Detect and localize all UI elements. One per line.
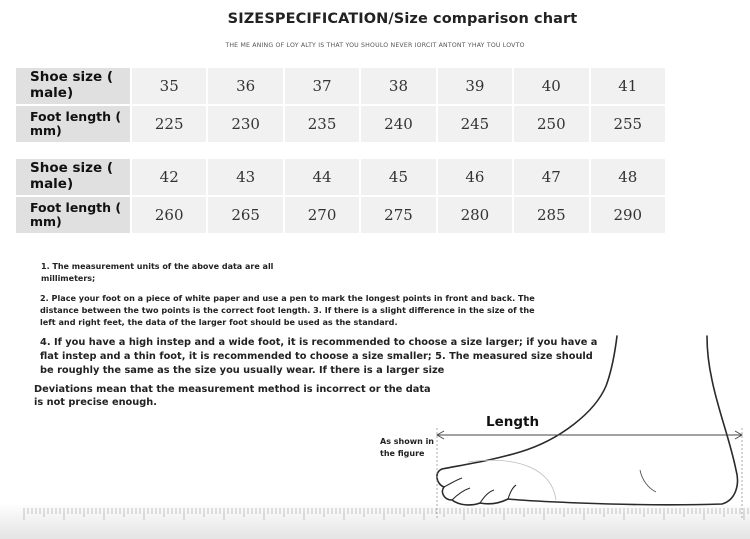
as-shown-label: As shown in the figure <box>380 437 434 458</box>
foot-length-cell: 285 <box>514 197 588 233</box>
shoe-size-cell: 47 <box>514 159 588 195</box>
foot-length-cell: 280 <box>438 197 512 233</box>
page-title: SIZESPECIFICATION/Size comparison chart <box>227 11 578 27</box>
shoe-size-cell: 48 <box>591 159 665 195</box>
note-units: 1. The measurement units of the above data are all millimeters; <box>41 262 274 283</box>
shoe-size-cell: 43 <box>208 159 282 195</box>
page-subtitle: THE ME ANING OF LOY ALTY IS THAT YOU SHOULO NEVER IORCIT ANTONT YHAY TOU LOVTO <box>225 42 525 49</box>
note-measure-method: 2. Place your foot on a piece of white paper and use a pen to mark the longest points in front and back. The distance between the two points is the correct foot length. 3. If there is a slight difference in the size of the left and right feet, the data of the larger foot should be used as the standard. <box>40 293 535 327</box>
shoe-size-cell: 45 <box>361 159 435 195</box>
foot-outline <box>437 336 738 505</box>
shoe-size-cell: 41 <box>591 68 665 104</box>
shoe-size-cell: 37 <box>285 68 359 104</box>
foot-length-header: Foot length ( mm) <box>16 106 130 142</box>
foot-length-cell: 255 <box>591 106 665 142</box>
foot-length-cell: 260 <box>132 197 206 233</box>
shoe-size-cell: 44 <box>285 159 359 195</box>
foot-length-cell: 265 <box>208 197 282 233</box>
foot-length-cell: 250 <box>514 106 588 142</box>
foot-length-cell: 235 <box>285 106 359 142</box>
shoe-size-cell: 38 <box>361 68 435 104</box>
shoe-size-cell: 39 <box>438 68 512 104</box>
foot-length-header: Foot length ( mm) <box>16 197 130 233</box>
note-deviations: Deviations mean that the measurement method is incorrect or the data is not precise enough. <box>34 384 431 408</box>
foot-length-cell: 240 <box>361 106 435 142</box>
ankle-curve <box>640 470 656 492</box>
shoe-size-header: Shoe size ( male) <box>16 159 130 195</box>
shoe-size-cell: 35 <box>132 68 206 104</box>
foot-length-cell: 290 <box>591 197 665 233</box>
foot-length-cell: 230 <box>208 106 282 142</box>
shoe-size-header: Shoe size ( male) <box>16 68 130 104</box>
foot-length-cell: 275 <box>361 197 435 233</box>
foot-length-cell: 225 <box>132 106 206 142</box>
shoe-size-cell: 42 <box>132 159 206 195</box>
shoe-size-cell: 36 <box>208 68 282 104</box>
shadow-curve <box>468 460 556 500</box>
foot-length-cell: 245 <box>438 106 512 142</box>
ruler <box>0 505 750 539</box>
note-instep-advice: 4. If you have a high instep and a wide foot, it is recommended to choose a size larger; if you have a flat instep and a thin foot, it is recommended to choose a size smaller; 5. The measured size should be roughly the same as the size you usually wear. If there is a larger size <box>40 337 598 376</box>
shoe-size-cell: 46 <box>438 159 512 195</box>
foot-length-cell: 270 <box>285 197 359 233</box>
shoe-size-cell: 40 <box>514 68 588 104</box>
toe-lines <box>444 478 516 503</box>
length-label: Length <box>486 414 540 430</box>
